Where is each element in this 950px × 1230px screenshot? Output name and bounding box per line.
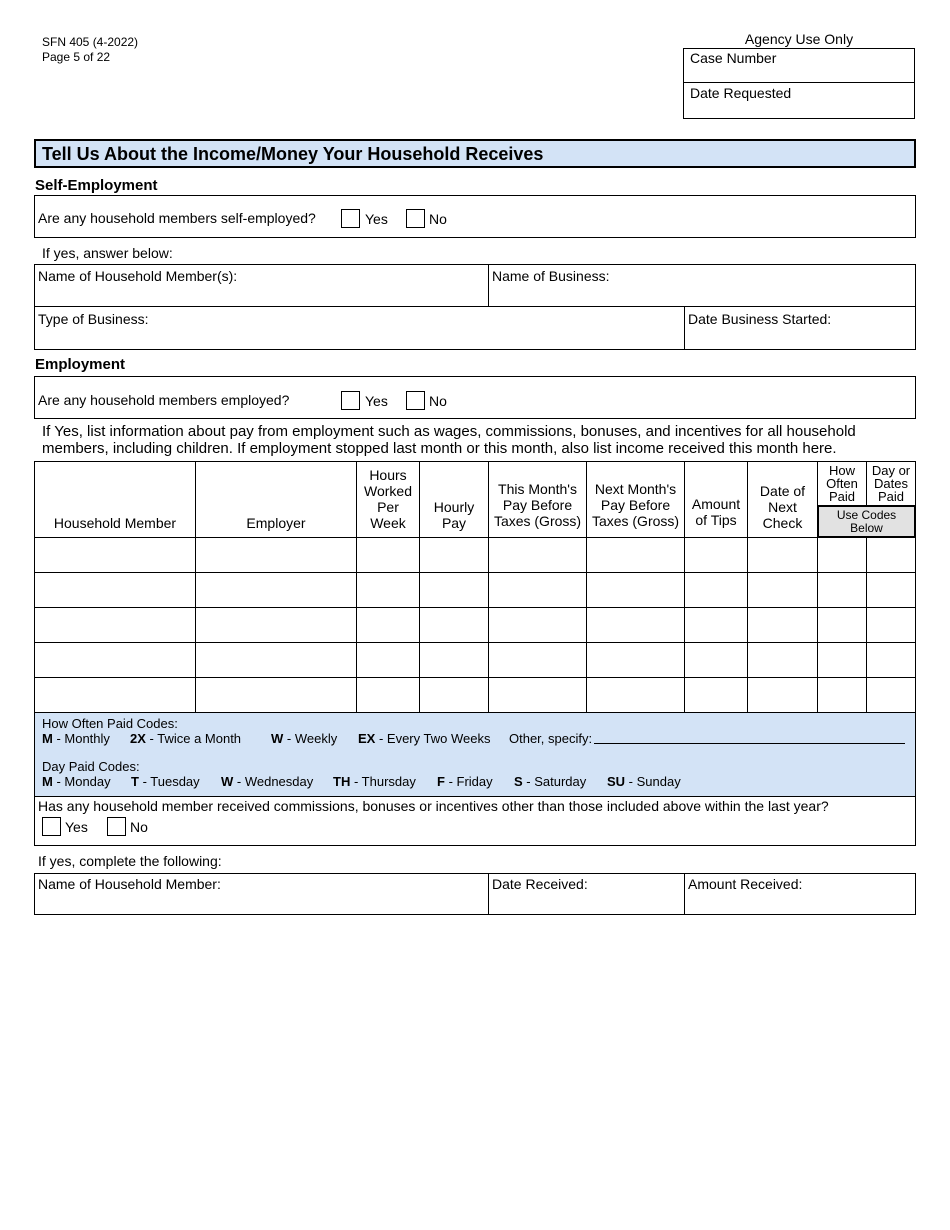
self-employment-if-yes: If yes, answer below:	[42, 245, 173, 261]
self-employed-question-row	[34, 195, 916, 238]
code-weekly: W - Weekly	[271, 731, 338, 746]
self-employed-yes-checkbox[interactable]	[341, 209, 360, 228]
other-specify-label: Other, specify:	[509, 731, 593, 746]
commissions-question: Has any household member received commissions, bonuses or incentives other than those included above within the last year?	[38, 798, 829, 814]
self-employed-yes-label: Yes	[365, 211, 388, 227]
employed-question: Are any household members employed?	[38, 392, 290, 408]
employment-row-4[interactable]	[35, 643, 915, 677]
section-title: Tell Us About the Income/Money Your Household Receives	[42, 144, 544, 164]
commissions-if-yes: If yes, complete the following:	[38, 853, 222, 869]
comm-date-received-input[interactable]	[489, 893, 683, 913]
se-member-name-input[interactable]	[35, 285, 487, 305]
other-specify-input[interactable]	[594, 731, 905, 744]
commissions-question-row	[34, 796, 916, 846]
col-hourly-pay: Hourly Pay	[433, 499, 475, 531]
employed-yes-label: Yes	[365, 393, 388, 409]
employment-row-1[interactable]	[35, 538, 915, 572]
employment-heading: Employment	[35, 356, 126, 373]
self-employed-no-label: No	[429, 211, 447, 227]
self-employment-heading: Self-Employment	[35, 177, 158, 194]
employed-yes-checkbox[interactable]	[341, 391, 360, 410]
col-next-month-pay: Next Month's Pay Before Taxes (Gross)	[591, 481, 680, 529]
se-business-type-input[interactable]	[35, 328, 683, 348]
code-monday: M - Monday	[42, 774, 111, 789]
code-wednesday: W - Wednesday	[221, 774, 314, 789]
employment-row-5[interactable]	[35, 678, 915, 712]
employment-row-2[interactable]	[35, 573, 915, 607]
code-every-two-weeks: EX - Every Two Weeks	[358, 731, 491, 746]
comm-amount-received-input[interactable]	[685, 893, 915, 913]
col-employer: Employer	[246, 515, 306, 531]
col-how-often-paid: How Often Paid	[826, 463, 858, 504]
code-sunday: SU - Sunday	[607, 774, 681, 789]
col-amount-tips: Amount of Tips	[691, 496, 741, 528]
col-household-member: Household Member	[53, 515, 177, 531]
employed-question-row	[34, 376, 916, 419]
code-tuesday: T - Tuesday	[131, 774, 200, 789]
section-title-bar	[34, 139, 916, 168]
comm-amount-received-label: Amount Received:	[688, 876, 803, 892]
self-employed-question: Are any household members self-employed?	[38, 210, 316, 226]
commissions-no-checkbox[interactable]	[107, 817, 126, 836]
date-requested-field[interactable]	[683, 82, 915, 119]
code-thursday: TH - Thursday	[333, 774, 416, 789]
self-employed-no-checkbox[interactable]	[406, 209, 425, 228]
case-number-label: Case Number	[690, 50, 777, 66]
col-hours-worked: Hours Worked Per Week	[364, 467, 412, 531]
employed-no-label: No	[429, 393, 447, 409]
use-codes-below: Use Codes Below	[817, 505, 916, 538]
commissions-yes-label: Yes	[65, 819, 88, 835]
commissions-yes-checkbox[interactable]	[42, 817, 61, 836]
col-this-month-pay: This Month's Pay Before Taxes (Gross)	[493, 481, 582, 529]
col-day-dates-paid: Day or Dates Paid	[871, 463, 911, 504]
form-id: SFN 405 (4-2022)	[42, 35, 139, 49]
se-member-name-label: Name of Household Member(s):	[38, 268, 238, 284]
case-number-field[interactable]	[683, 48, 915, 83]
code-monthly: M - Monthly	[42, 731, 110, 746]
comm-date-received-label: Date Received:	[492, 876, 588, 892]
se-business-type-label: Type of Business:	[38, 311, 149, 327]
agency-use-label: Agency Use Only	[744, 31, 854, 47]
commissions-no-label: No	[130, 819, 148, 835]
page-number: Page 5 of 22	[42, 50, 111, 64]
employment-instructions: If Yes, list information about pay from employment such as wages, commissions, bonuses, and incentives for all household members, including children. If employment stopped last month or this month, also list income received this month here.	[42, 423, 856, 457]
comm-member-name-input[interactable]	[35, 893, 487, 913]
se-business-name-label: Name of Business:	[492, 268, 610, 284]
employed-no-checkbox[interactable]	[406, 391, 425, 410]
how-often-codes-title: How Often Paid Codes:	[42, 716, 178, 731]
se-date-started-input[interactable]	[685, 328, 915, 348]
day-codes-title: Day Paid Codes:	[42, 759, 140, 774]
se-business-name-input[interactable]	[489, 285, 915, 305]
col-next-check-date: Date of Next Check	[759, 483, 806, 531]
se-date-started-label: Date Business Started:	[688, 311, 832, 327]
code-friday: F - Friday	[437, 774, 493, 789]
code-saturday: S - Saturday	[514, 774, 587, 789]
employment-row-3[interactable]	[35, 608, 915, 642]
comm-member-name-label: Name of Household Member:	[38, 876, 221, 892]
code-twice-month: 2X - Twice a Month	[130, 731, 242, 746]
date-requested-label: Date Requested	[690, 85, 792, 101]
